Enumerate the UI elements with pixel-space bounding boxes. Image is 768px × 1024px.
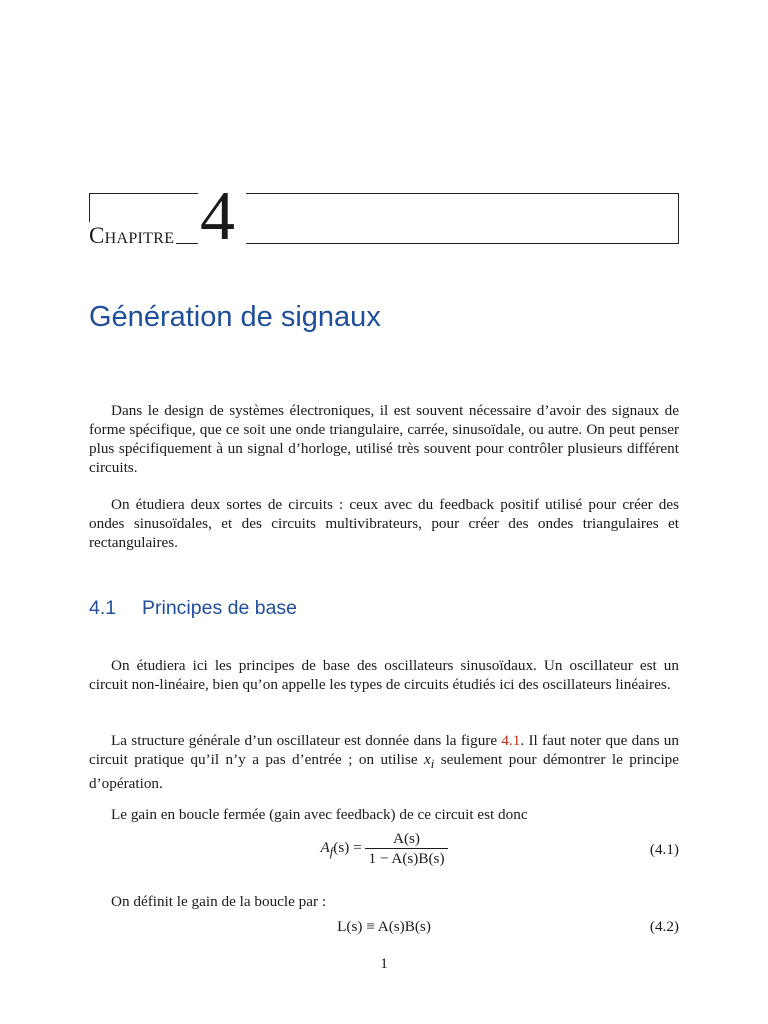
fraction-denominator: 1 − A(s)B(s) bbox=[368, 850, 445, 867]
chapter-label: Chapitre bbox=[89, 223, 175, 248]
equation-4-2 bbox=[89, 918, 679, 938]
chapter-title: Génération de signaux bbox=[89, 301, 381, 333]
fraction-numerator: A(s) bbox=[365, 830, 447, 849]
equation-number: (4.1) bbox=[649, 841, 679, 858]
section-paragraph-2: La structure générale d’un oscillateur est donnée dans la figure 4.1. Il faut noter que dans un circuit pratique qu’il n’y a pas d’entrée ; on utilise $x_i$ seulement pour démontrer le principe d’opération. bbox=[89, 732, 679, 793]
variable-x: x bbox=[424, 751, 431, 768]
page-number: 1 bbox=[380, 955, 388, 972]
variable-subscript: i bbox=[430, 757, 435, 772]
section-paragraph-4: On définit le gain de la boucle par : bbox=[111, 893, 327, 910]
equation-4-1-body: $A_f(s)$ = $\frac{A(s)}{1 - A(s)B(s)}$ bbox=[89, 830, 679, 867]
equation-4-2-body: L(s) ≡ A(s)B(s) bbox=[337, 918, 431, 935]
chapter-number: 4 bbox=[200, 178, 235, 255]
equation-number: (4.2) bbox=[649, 918, 679, 935]
intro-paragraph-2: On étudiera deux sortes de circuits : ceux avec du feedback positif utilisé pour créer des ondes sinusoïdales, et des circuits multivibrateurs, pour créer des ondes triangulaires et rectangulaires. bbox=[89, 496, 679, 551]
section-paragraph-3: Le gain en boucle fermée (gain avec feedback) de ce circuit est donc bbox=[111, 806, 528, 823]
chapter-frame bbox=[89, 193, 679, 244]
fraction bbox=[365, 830, 447, 867]
section-paragraph-1: On étudiera ici les principes de base des oscillateurs sinusoïdaux. Un oscillateur est un circuit non-linéaire, bien qu’on appelle les types de circuits étudiés ici des oscillateurs linéaires. bbox=[89, 657, 679, 693]
equation-4-1 bbox=[89, 830, 679, 870]
section-heading bbox=[89, 595, 297, 621]
intro-paragraph-1: Dans le design de systèmes électroniques, il est souvent nécessaire d’avoir des signaux de forme spécifique, que ce soit une onde triangulaire, carrée, sinusoïdale, ou autre. On peut penser plus spécifiquement à un signal d’horloge, utilisé très souvent pour contrôler plusieurs différent circuits. bbox=[89, 402, 679, 476]
section-title-text: Principes de base bbox=[142, 597, 298, 619]
figure-reference-link[interactable]: 4.1 bbox=[501, 732, 521, 749]
section-number: 4.1 bbox=[89, 597, 117, 619]
